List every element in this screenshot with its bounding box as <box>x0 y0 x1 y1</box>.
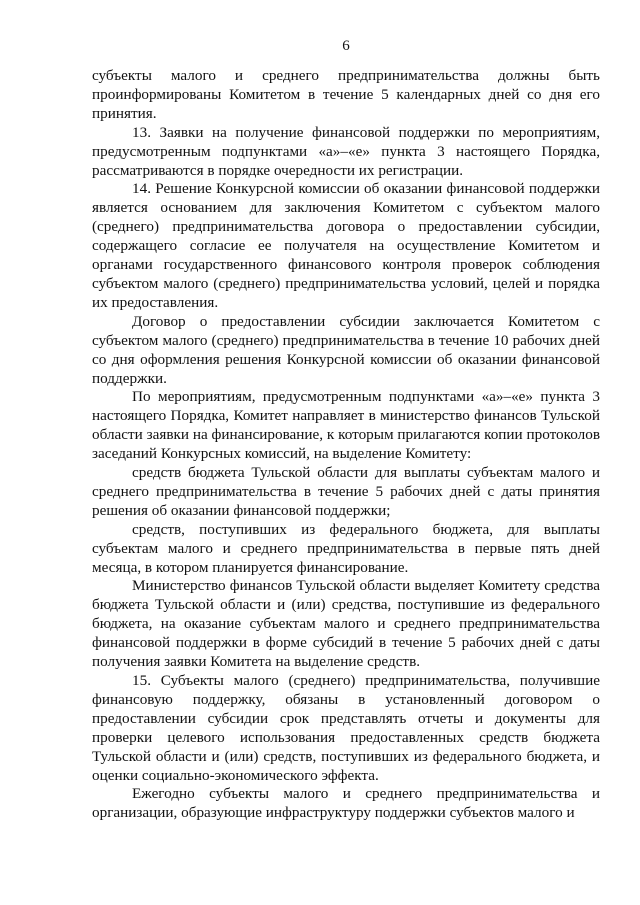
paragraph-clause-13: 13. Заявки на получение финансовой поддержки по мероприятиям, предусмотренным подпунктами «а»–«е» пункта 3 настоящего Порядка, рассматриваются в порядке очередности их регистрации. <box>92 123 600 179</box>
paragraph-regional-budget-funds: средств бюджета Тульской области для выплаты субъектам малого и среднего предпринимательства в течение 5 рабочих дней с даты принятия решения об оказании финансовой поддержки; <box>92 464 600 519</box>
paragraph-clause-15: 15. Субъекты малого (среднего) предпринимательства, получившие финансовую поддержку, обязаны в установленный договором о предоставлении субсидии срок представлять отчеты и документы для проверки целевого использования предоставленных средств бюджета Тульской области и (или) средств, поступивших из федерального бюджета, и оценки социально-экономического эффекта. <box>92 672 600 784</box>
paragraph-federal-budget-funds: средств, поступивших из федерального бюджета, для выплаты субъектам малого и среднего предпринимательства в первые пять дней месяца, в котором планируется финансирование. <box>92 520 600 576</box>
page-number: 6 <box>342 38 350 54</box>
document-page <box>92 38 600 823</box>
paragraph-continuation: субъекты малого и среднего предпринимательства должны быть проинформированы Комитетом в течение 5 календарных дней со дня его принятия. <box>92 67 600 122</box>
paragraph-annual-reporting: Ежегодно субъекты малого и среднего предпринимательства и организации, образующие инфраструктуру поддержки субъектов малого и <box>92 785 600 822</box>
paragraph-ministry-of-finance: Министерство финансов Тульской области выделяет Комитету средства бюджета Тульской области и (или) средства, поступившие из федерального бюджета, на оказание субъектам малого и среднего предпринимательства финансовой поддержки в форме субсидий в течение 5 рабочих дней с даты получения заявки Комитета на выделение средств. <box>92 577 600 671</box>
paragraph-funding-requests: По мероприятиям, предусмотренным подпунктами «а»–«е» пункта 3 настоящего Порядка, Комитет направляет в министерство финансов Тульской области заявки на финансирование, к которым прилагаются копии протоколов заседаний Конкурсных комиссий, на выделение Комитету: <box>92 388 600 463</box>
paragraph-contract: Договор о предоставлении субсидии заключается Комитетом с субъектом малого (среднего) предпринимательства в течение 10 рабочих дней со дня оформления решения Конкурсной комиссии об оказании финансовой поддержки. <box>92 312 600 387</box>
paragraph-clause-14: 14. Решение Конкурсной комиссии об оказании финансовой поддержки является основанием для заключения Комитетом с субъектом малого (среднего) предпринимательства договора о предоставлении субсидии, содержащего согласие ее получателя на осуществление Комитетом и органами государственного финансового контроля проверок соблюдения субъектом малого (среднего) предпринимательства условий, целей и порядка их предоставления. <box>92 180 600 311</box>
